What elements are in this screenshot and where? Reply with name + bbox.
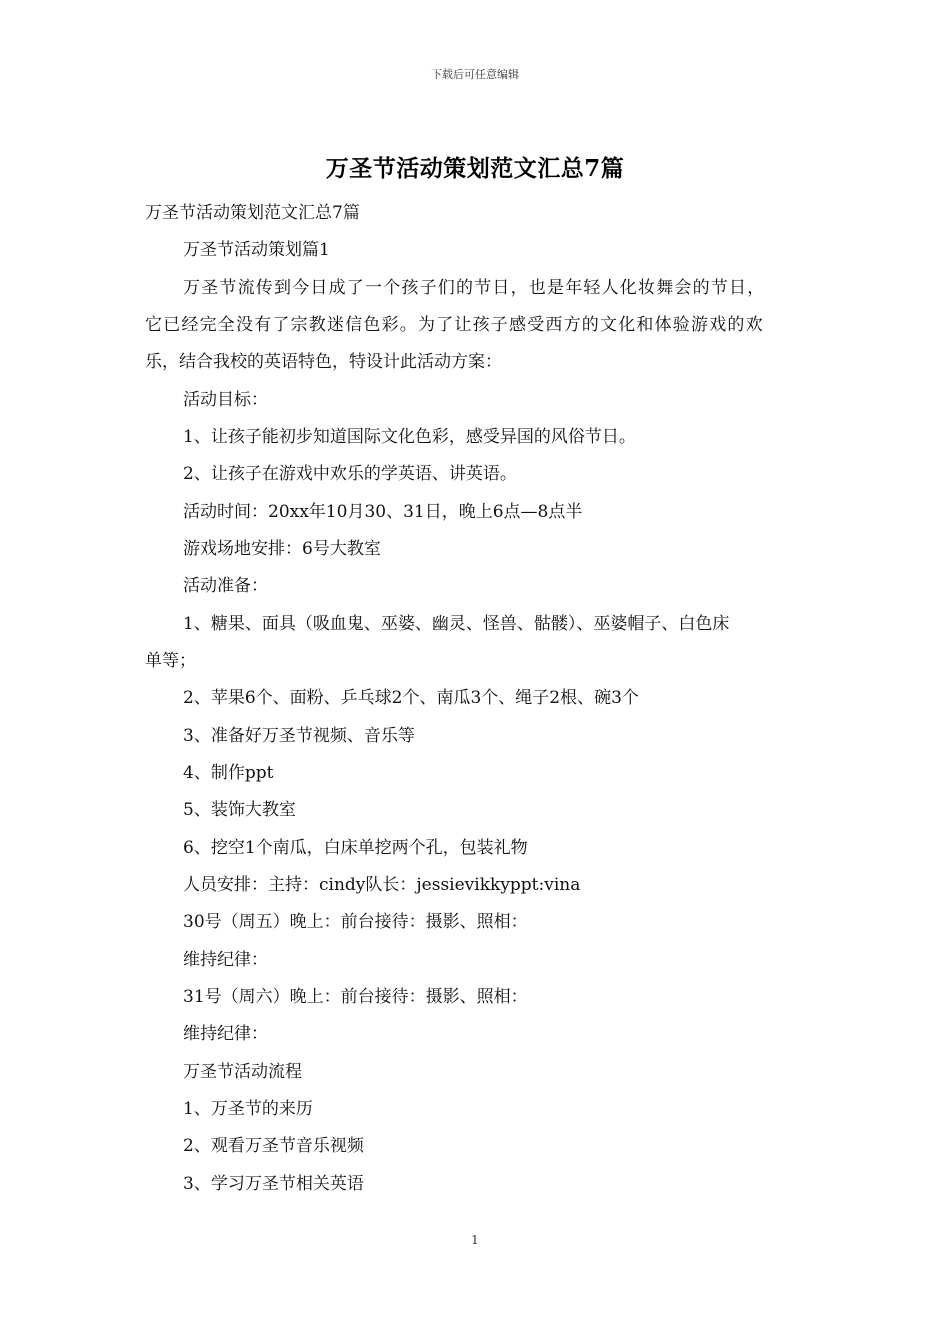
list-item: 4、制作ppt <box>183 763 274 783</box>
list-item: 1、万圣节的来历 <box>183 1099 313 1119</box>
paragraph-line: 万圣节流传到今日成了一个孩子们的节日，也是年轻人化妆舞会的节日， <box>183 278 766 298</box>
paragraph-line: 乐，结合我校的英语特色，特设计此活动方案： <box>145 352 502 372</box>
list-item: 2、观看万圣节音乐视频 <box>183 1136 364 1156</box>
paragraph-line: 游戏场地安排：6号大教室 <box>183 539 381 559</box>
list-item: 6、挖空1个南瓜，白床单挖两个孔，包装礼物 <box>183 838 528 858</box>
paragraph-line: 人员安排：主持：cindy队长：jessievikkyppt:vina <box>183 875 581 895</box>
list-item: 5、装饰大教室 <box>183 800 296 820</box>
paragraph-line: 活动时间：20xx年10月30、31日，晚上6点—8点半 <box>183 502 583 522</box>
list-item: 2、苹果6个、面粉、乒乓球2个、南瓜3个、绳子2根、碗3个 <box>183 688 639 708</box>
list-item: 2、让孩子在游戏中欢乐的学英语、讲英语。 <box>183 464 517 484</box>
list-item: 单等； <box>145 651 196 671</box>
paragraph-line: 30号（周五）晚上：前台接待：摄影、照相： <box>183 912 528 932</box>
document-title: 万圣节活动策划范文汇总7篇 <box>325 155 625 182</box>
paragraph-line: 活动准备： <box>183 576 268 596</box>
page-number: 1 <box>471 1233 479 1247</box>
section-heading: 万圣节活动策划篇1 <box>183 240 330 260</box>
paragraph-line: 维持纪律： <box>183 950 268 970</box>
paragraph-line: 它已经完全没有了宗教迷信色彩。为了让孩子感受西方的文化和体验游戏的欢 <box>145 315 764 335</box>
list-item: 3、准备好万圣节视频、音乐等 <box>183 726 415 746</box>
list-item: 1、让孩子能初步知道国际文化色彩，感受异国的风俗节日。 <box>183 427 636 447</box>
paragraph-line: 维持纪律： <box>183 1024 268 1044</box>
paragraph-line: 活动目标： <box>183 390 268 410</box>
page-header: 下载后可任意编辑 <box>431 68 519 81</box>
section-heading: 万圣节活动流程 <box>183 1062 302 1082</box>
list-item: 3、学习万圣节相关英语 <box>183 1174 364 1194</box>
paragraph-line: 31号（周六）晚上：前台接待：摄影、照相： <box>183 987 528 1007</box>
subtitle-line: 万圣节活动策划范文汇总7篇 <box>145 203 360 223</box>
list-item: 1、糖果、面具（吸血鬼、巫婆、幽灵、怪兽、骷髅）、巫婆帽子、白色床 <box>183 614 730 634</box>
